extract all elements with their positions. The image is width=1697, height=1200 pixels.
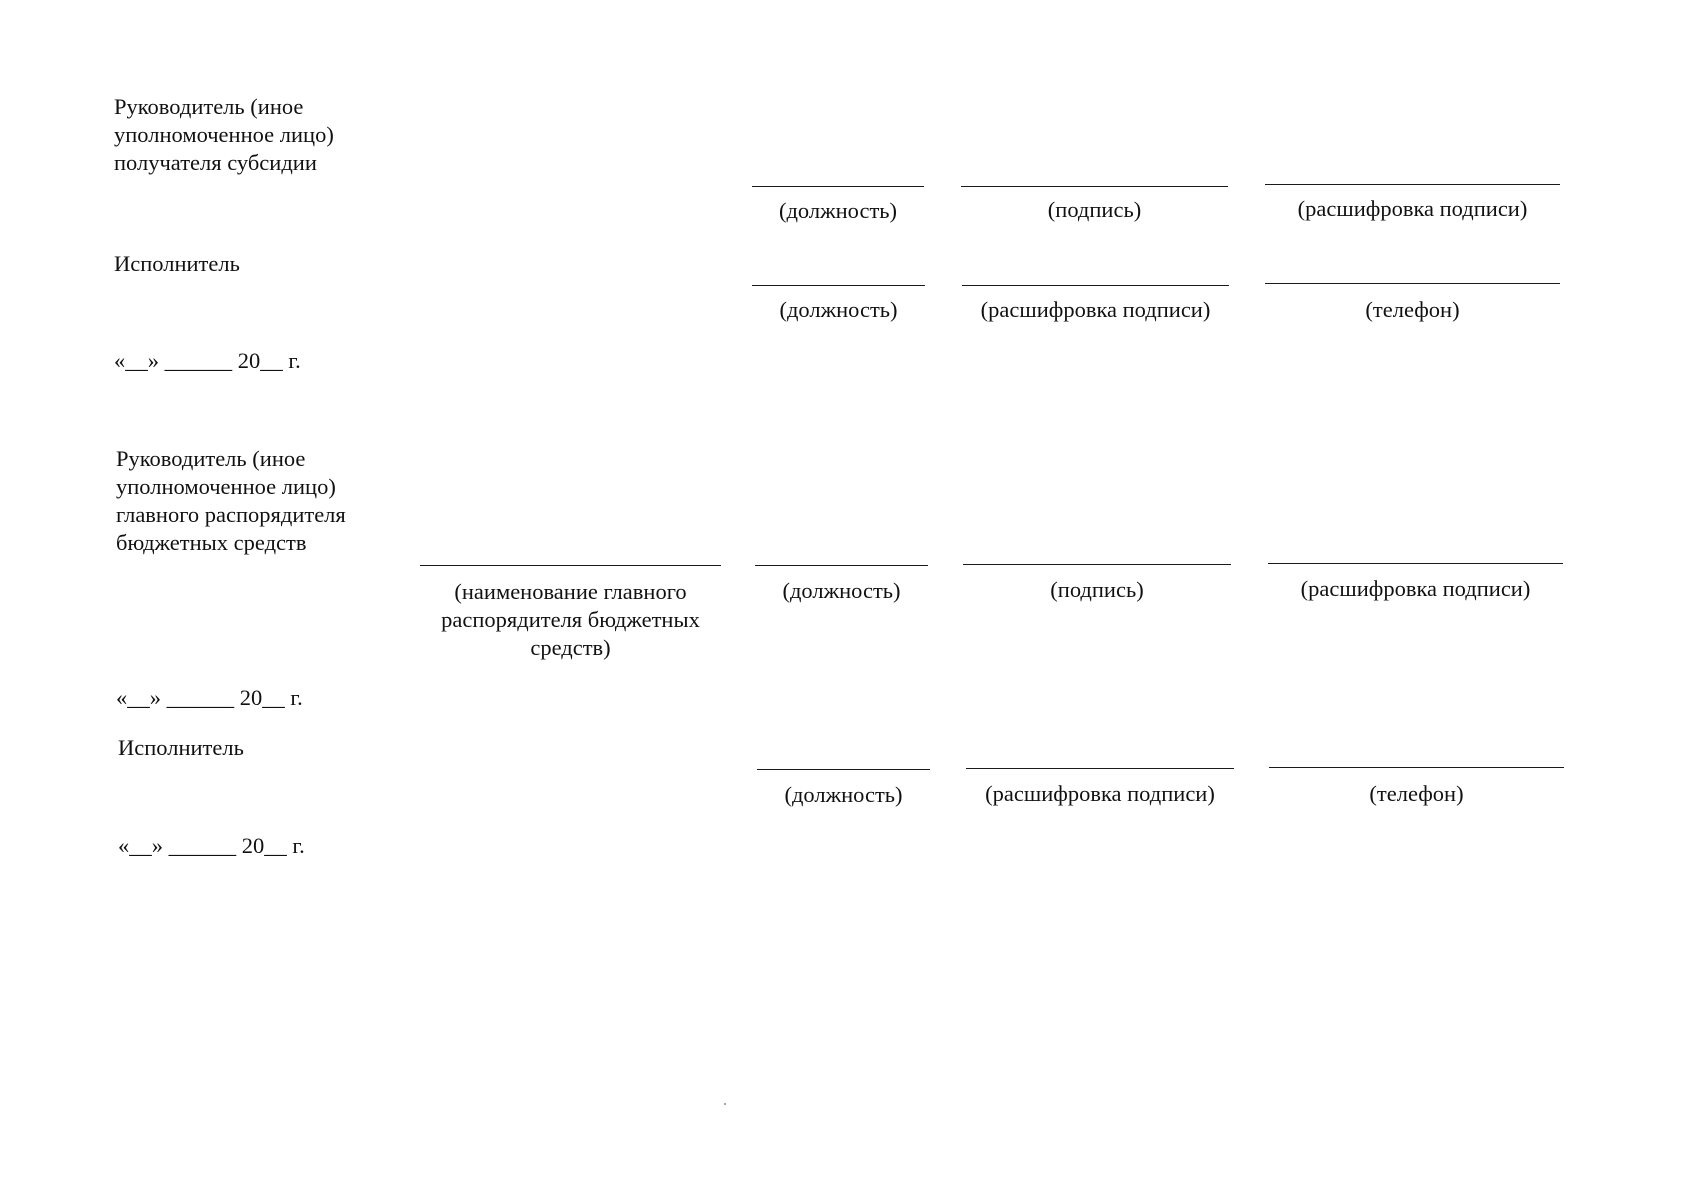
recipient-head-decoding-line <box>1265 184 1560 185</box>
manager-date: «__» ______ 20__ г. <box>116 685 303 710</box>
manager-executor-decoding-line <box>966 768 1234 769</box>
manager-org-line <box>420 565 721 566</box>
executor-date: «__» ______ 20__ г. <box>118 833 305 858</box>
manager-executor-position-caption: (должность) <box>784 782 903 807</box>
manager-head-position-caption: (должность) <box>782 578 901 603</box>
manager-head-signature-line <box>963 564 1231 565</box>
scan-speck <box>724 1103 726 1105</box>
manager-head-decoding-caption: (расшифровка подписи) <box>1300 576 1531 601</box>
recipient-head-signature-caption: (подпись) <box>1047 197 1142 222</box>
recipient-head-position-caption: (должность) <box>778 198 898 223</box>
recipient-executor-position-caption: (должность) <box>779 297 898 322</box>
manager-executor-phone-line <box>1269 767 1564 768</box>
recipient-executor-label: Исполнитель <box>114 251 240 276</box>
manager-executor-label: Исполнитель <box>118 735 244 760</box>
manager-head-signature-caption: (подпись) <box>1050 577 1144 602</box>
recipient-head-signature-line <box>961 186 1228 187</box>
manager-head-decoding-line <box>1268 563 1563 564</box>
manager-executor-decoding-caption: (расшифровка подписи) <box>985 781 1215 806</box>
manager-executor-position-line <box>757 769 930 770</box>
manager-head-position-line <box>755 565 928 566</box>
manager-head-label: Руководитель (иное уполномоченное лицо) главного распорядителя бюджетных средств <box>116 446 346 555</box>
recipient-date: «__» ______ 20__ г. <box>114 348 301 373</box>
recipient-executor-phone-line <box>1265 283 1560 284</box>
manager-executor-phone-caption: (телефон) <box>1369 781 1464 806</box>
recipient-executor-phone-caption: (телефон) <box>1365 297 1460 322</box>
recipient-executor-position-line <box>752 285 925 286</box>
manager-org-caption: (наименование главного распорядителя бюджетных средств) <box>441 579 700 660</box>
recipient-executor-decoding-caption: (расшифровка подписи) <box>980 297 1211 322</box>
recipient-head-decoding-caption: (расшифровка подписи) <box>1297 196 1528 221</box>
recipient-head-position-line <box>752 186 924 187</box>
recipient-head-label: Руководитель (иное уполномоченное лицо) получателя субсидии <box>114 94 334 175</box>
recipient-executor-decoding-line <box>962 285 1229 286</box>
